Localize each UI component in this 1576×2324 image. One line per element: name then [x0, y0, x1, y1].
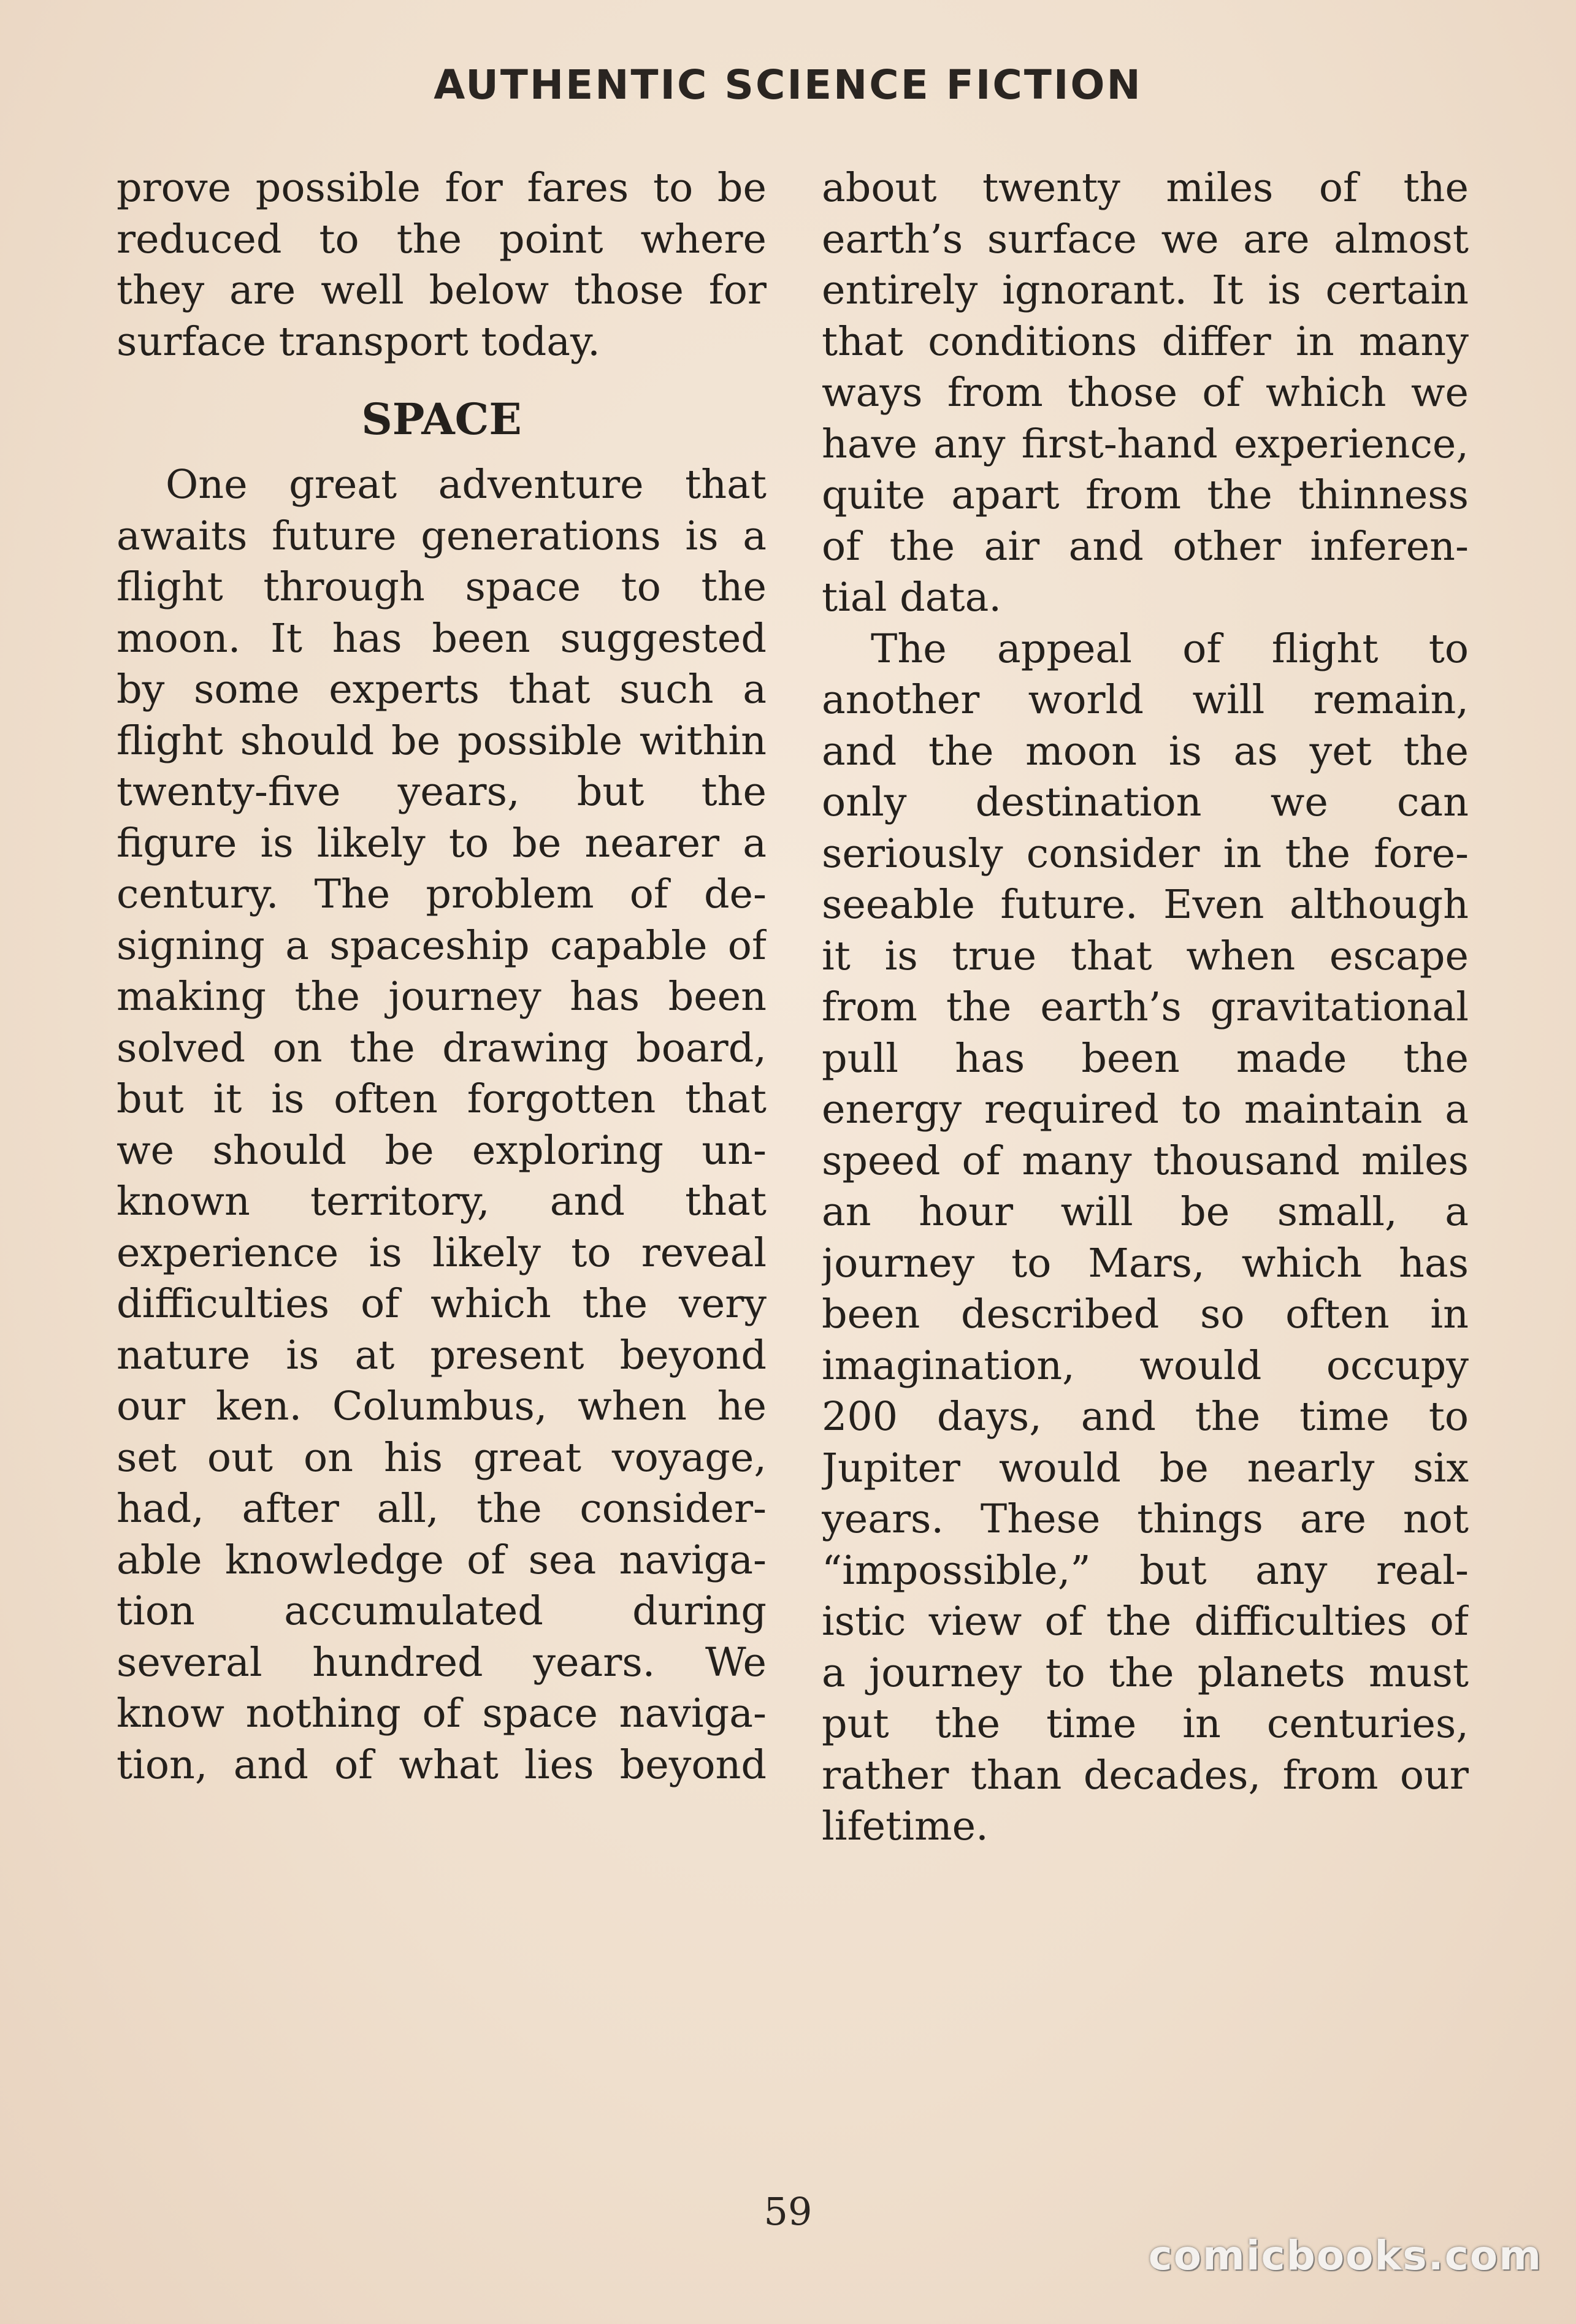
- text-line: journey to Mars, which has: [822, 1240, 1469, 1286]
- text-line: of the air and other inferen-: [822, 523, 1469, 570]
- text-line: lifetime.: [822, 1803, 989, 1849]
- text-line: The appeal of flight to: [871, 625, 1469, 672]
- page-number: 59: [763, 2189, 813, 2234]
- text-line: rather than decades, from our: [822, 1752, 1469, 1798]
- running-head: AUTHENTIC SCIENCE FICTION: [434, 61, 1142, 109]
- text-line: energy required to maintain a: [822, 1087, 1469, 1133]
- text-line: been described so often in: [822, 1291, 1469, 1337]
- text-line: One great adventure that: [166, 462, 767, 508]
- text-line: able knowledge of sea naviga-: [117, 1537, 767, 1583]
- text-line: surface transport today.: [117, 318, 600, 365]
- text-line: only destination we can: [822, 779, 1469, 825]
- text-line: speed of many thousand miles: [822, 1137, 1469, 1184]
- text-line: an hour will be small, a: [822, 1189, 1469, 1235]
- text-line: “impossible,” but any real-: [822, 1547, 1469, 1594]
- text-line: figure is likely to be nearer a: [117, 820, 767, 866]
- text-line: another world will remain,: [822, 677, 1469, 723]
- text-line: tion, and of what lies beyond: [117, 1741, 767, 1788]
- text-line: tial data.: [822, 575, 1002, 621]
- text-line: Jupiter would be nearly six: [822, 1445, 1469, 1491]
- text-line: know nothing of space naviga-: [117, 1691, 767, 1737]
- text-line: flight through space to the: [117, 564, 767, 610]
- text-line: but it is often forgotten that: [117, 1076, 767, 1122]
- text-line: signing a spaceship capable of: [117, 922, 767, 969]
- text-line: istic view of the difficulties of: [822, 1599, 1469, 1645]
- text-line: entirely ignorant. It is certain: [822, 267, 1469, 313]
- text-line: had, after all, the consider-: [117, 1486, 767, 1532]
- text-line: from the earth’s gravitational: [822, 984, 1469, 1030]
- text-line: prove possible for fares to be: [117, 165, 767, 211]
- text-line: experience is likely to reveal: [117, 1229, 767, 1276]
- text-line: reduced to the point where: [117, 216, 767, 262]
- text-line: difficulties of which the very: [117, 1281, 767, 1327]
- text-line: have any first-hand experience,: [822, 421, 1469, 467]
- text-line: set out on his great voyage,: [117, 1434, 767, 1481]
- text-line: a journey to the planets must: [822, 1649, 1469, 1696]
- text-line: tion accumulated during: [117, 1588, 767, 1634]
- text-line: seeable future. Even although: [822, 882, 1469, 928]
- text-line: years. These things are not: [822, 1496, 1469, 1542]
- right-column: [822, 162, 1469, 1852]
- left-column: [117, 162, 767, 1791]
- text-line: and the moon is as yet the: [822, 728, 1469, 774]
- text-line: 200 days, and the time to: [822, 1394, 1469, 1440]
- text-line: seriously consider in the fore-: [822, 830, 1469, 877]
- text-line: our ken. Columbus, when he: [117, 1383, 767, 1429]
- text-line: it is true that when escape: [822, 933, 1469, 979]
- text-line: several hundred years. We: [117, 1639, 767, 1686]
- text-line: about twenty miles of the: [822, 165, 1469, 211]
- text-line: solved on the drawing board,: [117, 1025, 767, 1071]
- text-line: known territory, and that: [117, 1179, 767, 1225]
- text-line: quite apart from the thinness: [822, 472, 1469, 518]
- text-line: century. The problem of de-: [117, 871, 767, 917]
- text-line: that conditions differ in many: [822, 318, 1469, 365]
- text-line: earth’s surface we are almost: [822, 216, 1469, 262]
- text-line: put the time in centuries,: [822, 1701, 1469, 1747]
- text-line: pull has been made the: [822, 1035, 1469, 1082]
- text-line: moon. It has been suggested: [117, 615, 767, 662]
- text-line: flight should be possible within: [117, 717, 767, 764]
- text-line: by some experts that such a: [117, 667, 767, 713]
- section-heading: SPACE: [361, 394, 522, 445]
- text-line: we should be exploring un-: [117, 1127, 767, 1174]
- text-line: ways from those of which we: [822, 370, 1469, 416]
- watermark: comicbooks.com: [1148, 2232, 1542, 2279]
- text-line: nature is at present beyond: [117, 1332, 767, 1378]
- text-line: imagination, would occupy: [822, 1342, 1469, 1389]
- text-line: awaits future generations is a: [117, 513, 767, 559]
- text-line: they are well below those for: [117, 267, 767, 313]
- text-line: making the journey has been: [117, 974, 767, 1020]
- text-line: twenty-five years, but the: [117, 769, 767, 815]
